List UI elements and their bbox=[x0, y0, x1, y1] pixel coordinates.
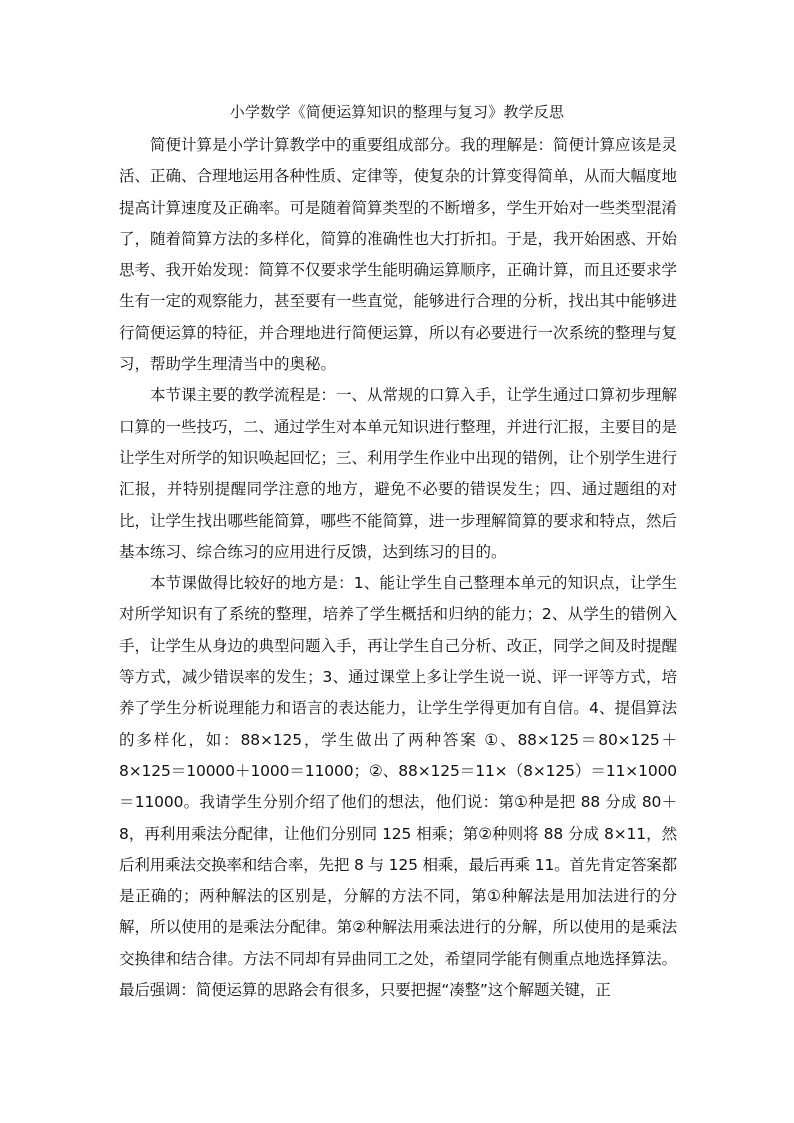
document-title: 小学数学《简便运算知识的整理与复习》教学反思 bbox=[229, 103, 565, 121]
paragraph-intro: 简便计算是小学计算教学中的重要组成部分。我的理解是：简便计算应该是灵活、正确、合理地运用各种性质、定律等，使复杂的计算变得简单，从而大幅度地提高计算速度及正确率。可是随着简算类型的不断增多，学生开始对一些类型混淆了，随着简算方法的多样化，简算的准确性也大打折扣。于是，我开始困惑、开始思考、我开始发现：简算不仅要求学生能明确运算顺序，正确计算，而且还要求学生有一定的观察能力，甚至要有一些直觉，能够进行合理的分析，找出其中能够进行简便运算的特征，并合理地进行简便运算，所以有必要进行一次系统的整理与复习，帮助学生理清当中的奥秘。 bbox=[119, 136, 678, 374]
paragraph-strengths: 本节课做得比较好的地方是：1、能让学生自己整理本单元的知识点，让学生对所学知识有了系统的整理，培养了学生概括和归纳的能力；2、从学生的错例入手，让学生从身边的典型问题入手，再让学生自己分析、改正，同学之间及时提醒等方式，减少错误率的发生；3、通过课堂上多让学生说一说、评一评等方式，培养了学生分析说理能力和语言的表达能力，让学生学得更加有自信。4、提倡算法的多样化，如：88×125，学生做出了两种答案 ①、88×125＝80×125＋8×125＝10000＋1000＝11000；②、88×125＝11×（8×125）＝11×1000＝11000。我请学生分别介绍了他们的想法，他们说：第①种是把 88 分成 80＋8，再利用乘法分配律，让他们分别同 125 相乘；第②种则将 88 分成 8×11，然后利用乘法交换率和结合率，先把 8 与 125 相乘，最后再乘 11。首先肯定答案都是正确的；两种解法的区别是，分解的方法不同，第①种解法是用加法进行的分解，所以使用的是乘法分配律。第②种解法用乘法进行的分解，所以使用的是乘法交换律和结合律。方法不同却有异曲同工之处，希望同学能有侧重点地选择算法。最后强调：简便运算的思路会有很多，只要把握“凑整”这个解题关键，正 bbox=[119, 574, 678, 1000]
paragraph-teaching-process: 本节课主要的教学流程是：一、从常规的口算入手，让学生通过口算初步理解口算的一些技巧，二、通过学生对本单元知识进行整理，并进行汇报，主要目的是让学生对所学的知识唤起回忆；三、利用学生作业中出现的错例，让个别学生进行汇报，并特别提醒同学注意的地方，避免不必要的错误发生；四、通过题组的对比，让学生找出哪些能简算，哪些不能简算，进一步理解简算的要求和特点，然后基本练习、综合练习的应用进行反馈，达到练习的目的。 bbox=[119, 386, 678, 561]
document-body bbox=[119, 130, 677, 1006]
